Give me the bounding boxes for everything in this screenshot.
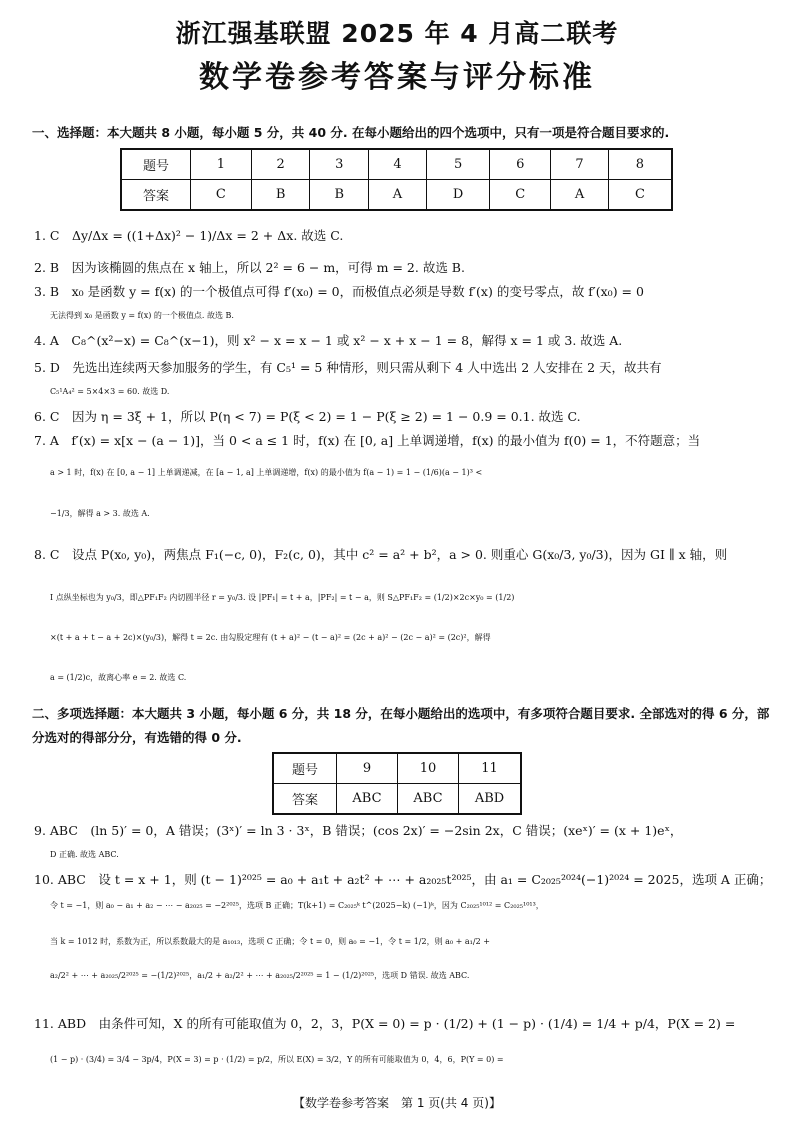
answer-line: 5. D 先选出连续两天参加服务的学生，有 C₅¹ = 5 种情形，则只需从剩下 4 人中选出 2 人安排在 2 天，故共有 <box>34 360 662 375</box>
answer-line: 7. A f′(x) = x[x − (a − 1)]，当 0 < a ≤ 1 时，f(x) 在 [0, a] 上单调递增，f(x) 的最小值为 f(0) = 1，不符题意；当 <box>34 433 701 448</box>
section1-answer-table <box>120 148 673 211</box>
table-cell: 4 <box>369 149 427 180</box>
answer-line: (1 − p) · (3/4) = 3/4 − 3p/4，P(X = 3) = p · (1/2) = p/2，所以 E(X) = 3/2，Y 的所有可能取值为 0，4，6，P(Y = 0) = <box>50 1055 504 1064</box>
answer-line: 无法得到 x₀ 是函数 y = f(x) 的一个极值点. 故选 B. <box>50 311 234 320</box>
table-cell: A <box>551 180 609 211</box>
table-cell: 11 <box>459 753 522 784</box>
table-cell: D <box>426 180 490 211</box>
answer-line: 8. C 设点 P(x₀, y₀)，两焦点 F₁(−c, 0)，F₂(c, 0)，其中 c² = a² + b²，a > 0. 则重心 G(x₀/3, y₀/3)，因为 GI ∥ x 轴，则 <box>34 547 728 562</box>
table-row <box>273 753 521 784</box>
answer-line: 4. A C₈^(x²−x) = C₈^(x−1)，则 x² − x = x − 1 或 x² − x + x − 1 = 8，解得 x = 1 或 3. 故选 A. <box>34 333 623 348</box>
table-row <box>121 149 672 180</box>
table-cell: B <box>251 180 310 211</box>
answer-line: 11. ABD 由条件可知，X 的所有可能取值为 0，2，3，P(X = 0) = p · (1/2) + (1 − p) · (1/4) = 1/4 + p/4，P(X = 2) = <box>34 1016 736 1031</box>
table-cell: 3 <box>310 149 369 180</box>
table-cell: ABC <box>398 784 459 815</box>
answer-line: I 点纵坐标也为 y₀/3，即△PF₁F₂ 内切圆半径 r = y₀/3. 设 |PF₁| = t + a，|PF₂| = t − a，则 S△PF₁F₂ = (1/2)×2c×y₀ = (1/2) <box>50 593 515 602</box>
table-cell: C <box>608 180 672 211</box>
page-footer: 【数学卷参考答案 第 1 页(共 4 页)】 <box>293 1096 501 1110</box>
table-cell: C <box>191 180 252 211</box>
table-row <box>121 180 672 211</box>
table-row-label: 题号 <box>121 149 191 180</box>
table-row-label: 答案 <box>273 784 337 815</box>
answer-line: 令 t = −1，则 a₀ − a₁ + a₂ − ⋯ − a₂₀₂₅ = −2²⁰²⁵，选项 B 正确；T(k+1) = C₂₀₂₅ᵏ t^(2025−k) (−1)ᵏ，因为 C₂₀₂₅¹⁰¹² = C₂₀₂₅¹⁰¹³， <box>50 901 544 910</box>
answer-line: a > 1 时，f(x) 在 [0, a − 1] 上单调递减，在 [a − 1, a] 上单调递增，f(x) 的最小值为 f(a − 1) = 1 − (1/6)(a − 1)³ < <box>50 468 483 477</box>
answer-line: 当 k = 1012 时，系数为正，所以系数最大的是 a₁₀₁₃，选项 C 正确；令 t = 0，则 a₀ = −1，令 t = 1/2，则 a₀ + a₁/2 + <box>50 937 490 946</box>
table-cell: 7 <box>551 149 609 180</box>
table-row-label: 答案 <box>121 180 191 211</box>
table-row <box>273 784 521 815</box>
table-row-label: 题号 <box>273 753 337 784</box>
answer-line: 2. B 因为该椭圆的焦点在 x 轴上，所以 2² = 6 − m，可得 m = 2. 故选 B. <box>34 260 465 275</box>
document-title: 数学卷参考答案与评分标准 <box>199 60 595 95</box>
table-cell: 1 <box>191 149 252 180</box>
answer-line: −1/3，解得 a > 3. 故选 A. <box>50 509 150 518</box>
answer-line: D 正确. 故选 ABC. <box>50 850 119 859</box>
section2-answer-table <box>272 752 522 815</box>
table-cell: 10 <box>398 753 459 784</box>
answer-line: 6. C 因为 η = 3ξ + 1，所以 P(η < 7) = P(ξ < 2) = 1 − P(ξ ≥ 2) = 1 − 0.9 = 0.1. 故选 C. <box>34 409 581 424</box>
table-cell: 5 <box>426 149 490 180</box>
answer-line: C₅¹A₄² = 5×4×3 = 60. 故选 D. <box>50 387 170 396</box>
table-cell: ABC <box>337 784 398 815</box>
answer-line: 3. B x₀ 是函数 y = f(x) 的一个极值点可得 f′(x₀) = 0，而极值点必须是导数 f′(x) 的变号零点，故 f′(x₀) = 0 <box>34 284 644 299</box>
section2-heading: 二、多项选择题：本大题共 3 小题，每小题 6 分，共 18 分，在每小题给出的选项中，有多项符合题目要求. 全部选对的得 6 分，部分选对的得部分分，有选错的得 0 分. <box>32 706 770 745</box>
table-cell: 9 <box>337 753 398 784</box>
table-cell: 8 <box>608 149 672 180</box>
table-cell: ABD <box>459 784 522 815</box>
table-cell: 2 <box>251 149 310 180</box>
answer-line: a₂/2² + ⋯ + a₂₀₂₅/2²⁰²⁵ = −(1/2)²⁰²⁵，a₁/2 + a₂/2² + ⋯ + a₂₀₂₅/2²⁰²⁵ = 1 − (1/2)²⁰²⁵，选项 D 错误. 故选 ABC. <box>50 971 470 980</box>
exam-title: 浙江强基联盟 2025 年 4 月高二联考 <box>175 19 619 48</box>
answer-line: ×(t + a + t − a + 2c)×(y₀/3)，解得 t = 2c. 由勾股定理有 (t + a)² − (t − a)² = (2c + a)² − (2c − a)² = (2c)²，解得 <box>50 633 491 642</box>
answer-line: a = (1/2)c，故离心率 e = 2. 故选 C. <box>50 673 187 682</box>
section1-heading: 一、选择题：本大题共 8 小题，每小题 5 分，共 40 分. 在每小题给出的四个选项中，只有一项是符合题目要求的. <box>32 125 670 140</box>
table-cell: A <box>369 180 427 211</box>
table-cell: B <box>310 180 369 211</box>
table-cell: 6 <box>490 149 551 180</box>
table-cell: C <box>490 180 551 211</box>
answer-line: 1. C Δy/Δx = ((1+Δx)² − 1)/Δx = 2 + Δx. 故选 C. <box>34 228 344 243</box>
answer-line: 10. ABC 设 t = x + 1，则 (t − 1)²⁰²⁵ = a₀ + a₁t + a₂t² + ⋯ + a₂₀₂₅t²⁰²⁵，由 a₁ = C₂₀₂₅²⁰²⁴(−1)²⁰²⁴ = 2025，选项 A 正确； <box>34 872 772 887</box>
answer-line: 9. ABC (ln 5)′ = 0，A 错误；(3ˣ)′ = ln 3 · 3ˣ，B 错误；(cos 2x)′ = −2sin 2x，C 错误；(xeˣ)′ = (x + 1)eˣ， <box>34 823 683 838</box>
